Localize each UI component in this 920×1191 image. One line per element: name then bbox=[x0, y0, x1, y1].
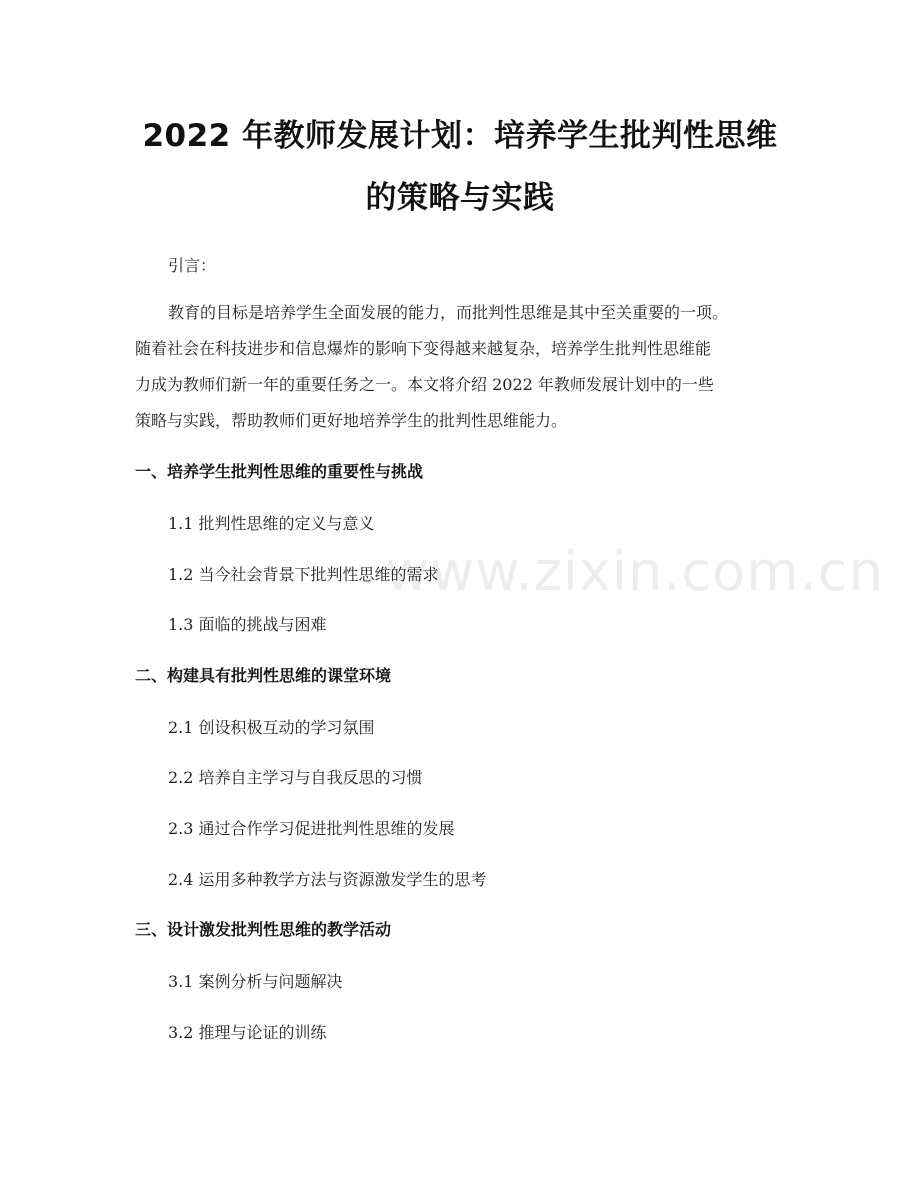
section-item: 3.1 案例分析与问题解决 bbox=[168, 972, 343, 991]
intro-paragraph-line: 随着社会在科技进步和信息爆炸的影响下变得越来越复杂，培养学生批判性思维能 bbox=[135, 339, 712, 358]
section-item: 1.2 当今社会背景下批判性思维的需求 bbox=[168, 565, 439, 584]
section-item: 2.4 运用多种教学方法与资源激发学生的思考 bbox=[168, 870, 487, 889]
section-item: 2.2 培养自主学习与自我反思的习惯 bbox=[168, 768, 423, 787]
page-title-line-1: 2022 年教师发展计划：培养学生批判性思维 bbox=[142, 118, 778, 154]
section-item: 3.2 推理与论证的训练 bbox=[168, 1023, 327, 1042]
section-heading-3: 三、设计激发批判性思维的教学活动 bbox=[135, 920, 392, 939]
watermark: www.zixin.com.cn bbox=[385, 540, 884, 603]
section-heading-2: 二、构建具有批判性思维的课堂环境 bbox=[135, 666, 392, 685]
section-item: 1.3 面临的挑战与困难 bbox=[168, 615, 327, 634]
intro-label: 引言： bbox=[168, 256, 217, 275]
intro-paragraph-line: 策略与实践，帮助教师们更好地培养学生的批判性思维能力。 bbox=[135, 411, 568, 430]
intro-paragraph-line: 力成为教师们新一年的重要任务之一。本文将介绍 2022 年教师发展计划中的一些 bbox=[135, 375, 714, 394]
section-item: 2.1 创设积极互动的学习氛围 bbox=[168, 718, 375, 737]
page-title-line-2: 的策略与实践 bbox=[365, 180, 555, 216]
section-item: 1.1 批判性思维的定义与意义 bbox=[168, 514, 375, 533]
section-item: 2.3 通过合作学习促进批判性思维的发展 bbox=[168, 819, 455, 838]
intro-paragraph-line: 教育的目标是培养学生全面发展的能力，而批判性思维是其中至关重要的一项。 bbox=[168, 303, 729, 322]
section-heading-1: 一、培养学生批判性思维的重要性与挑战 bbox=[135, 462, 424, 481]
